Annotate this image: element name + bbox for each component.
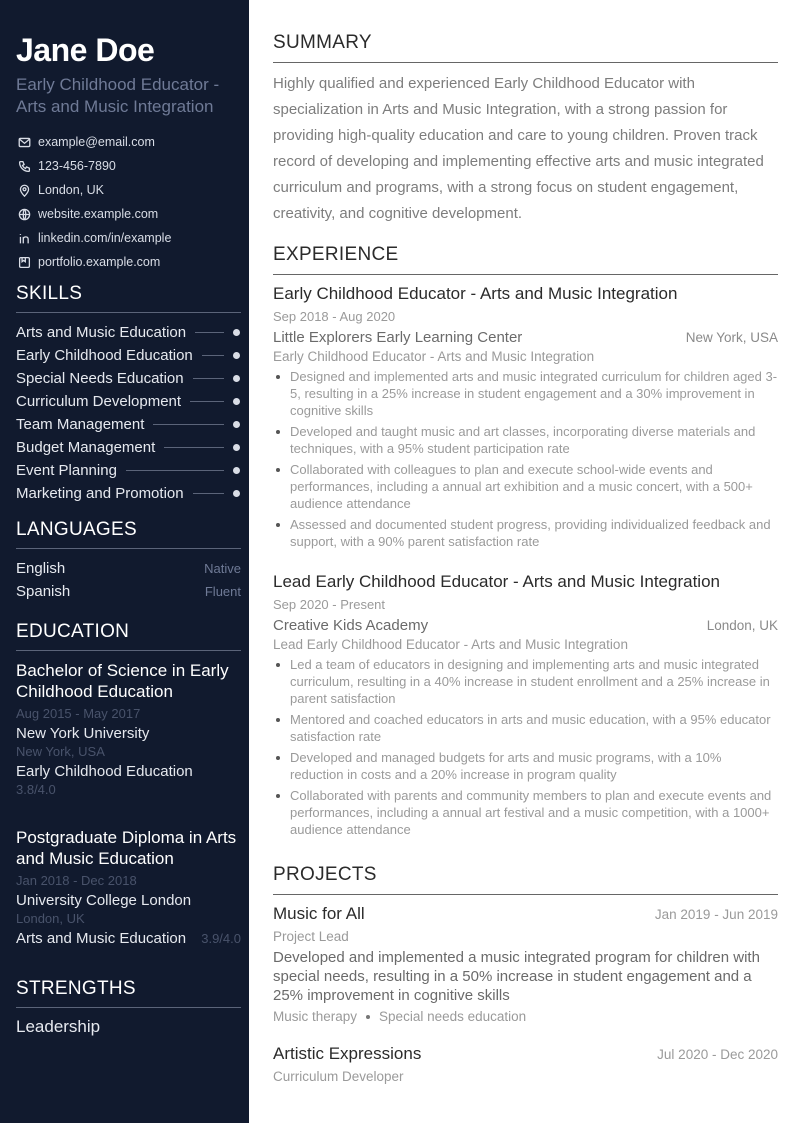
project-role: Project Lead bbox=[273, 929, 349, 944]
skill-dot bbox=[233, 444, 240, 451]
phone-icon bbox=[16, 158, 32, 174]
strengths-heading: STRENGTHS bbox=[16, 978, 241, 1008]
education-heading: EDUCATION bbox=[16, 621, 241, 651]
skill-item bbox=[16, 436, 241, 459]
mail-icon bbox=[16, 134, 32, 150]
contact-portfolio[interactable] bbox=[16, 250, 241, 274]
skill-dot bbox=[233, 352, 240, 359]
contact-location bbox=[16, 178, 241, 202]
languages-list bbox=[16, 557, 241, 603]
contact-phone-text: 123-456-7890 bbox=[38, 159, 116, 173]
skill-dot bbox=[233, 329, 240, 336]
education-gpa: 3.9/4.0 bbox=[201, 931, 241, 946]
contact-website-text: website.example.com bbox=[38, 207, 159, 221]
project-dates: Jul 2020 - Dec 2020 bbox=[657, 1047, 778, 1062]
education-area: Arts and Music Education bbox=[16, 930, 187, 947]
skill-item bbox=[16, 321, 241, 344]
contact-email[interactable] bbox=[16, 130, 241, 154]
skill-label: Early Childhood Education bbox=[16, 347, 193, 364]
project-role: Curriculum Developer bbox=[273, 1069, 404, 1084]
contact-phone[interactable] bbox=[16, 154, 241, 178]
job-bullet: Developed and taught music and art classes, incorporating diverse materials and techniques, with a 95% student participation rate bbox=[273, 423, 778, 457]
skill-item bbox=[16, 482, 241, 505]
job-bullet: Mentored and coached educators in arts and music education, with a 95% educator satisfaction rate bbox=[273, 711, 778, 745]
education-item bbox=[16, 827, 241, 947]
linkedin-icon bbox=[16, 230, 32, 246]
contact-list bbox=[16, 130, 241, 274]
job-dates: Sep 2018 - Aug 2020 bbox=[273, 309, 396, 324]
language-name: Spanish bbox=[16, 583, 71, 600]
job-location: New York, USA bbox=[685, 330, 778, 345]
skill-label: Marketing and Promotion bbox=[16, 485, 184, 502]
language-item bbox=[16, 580, 241, 603]
project-dates: Jan 2019 - Jun 2019 bbox=[654, 907, 778, 922]
contact-portfolio-text: portfolio.example.com bbox=[38, 255, 161, 269]
language-level: Fluent bbox=[204, 584, 241, 599]
job-title: Early Childhood Educator - Arts and Music Integration bbox=[273, 284, 678, 303]
skill-item bbox=[16, 413, 241, 436]
education-location: London, UK bbox=[16, 911, 85, 926]
contact-location-text: London, UK bbox=[38, 183, 105, 197]
skill-item bbox=[16, 344, 241, 367]
education-area: Early Childhood Education bbox=[16, 763, 193, 780]
skill-label: Team Management bbox=[16, 416, 145, 433]
project-keyword: Music therapy bbox=[273, 1009, 358, 1024]
job-company: Creative Kids Academy bbox=[273, 617, 429, 634]
skills-heading: SKILLS bbox=[16, 283, 241, 313]
education-degree: Postgraduate Diploma in Arts and Music Education bbox=[16, 828, 237, 868]
job-subtitle: Early Childhood Educator - Arts and Music Integration bbox=[273, 349, 595, 364]
language-name: English bbox=[16, 560, 66, 577]
summary-text: Highly qualified and experienced Early Childhood Educator with specialization in Arts and Music Integration, with a strong passion for providing high-quality education and care to young children. Proven track record of developing and implementing effective arts and music integrated curriculum and programs, with a strong focus on student engagement, creativity, and cognitive development. bbox=[273, 75, 764, 222]
skill-label: Arts and Music Education bbox=[16, 324, 187, 341]
project-item bbox=[273, 904, 778, 1024]
contact-linkedin[interactable] bbox=[16, 226, 241, 250]
project-name: Music for All bbox=[273, 904, 365, 923]
job-bullets bbox=[273, 368, 778, 550]
job-bullet: Designed and implemented arts and music integrated curriculum for children aged 3-5, resulting in a 25% increase in student engagement and a 30% improvement in cognitive skills bbox=[273, 368, 778, 419]
education-school: New York University bbox=[16, 725, 150, 742]
job-bullets bbox=[273, 656, 778, 838]
experience-heading: EXPERIENCE bbox=[273, 244, 778, 275]
job-title: Lead Early Childhood Educator - Arts and Music Integration bbox=[273, 572, 720, 591]
skill-label: Budget Management bbox=[16, 439, 156, 456]
education-school: University College London bbox=[16, 892, 192, 909]
skill-dot bbox=[233, 490, 240, 497]
language-item bbox=[16, 557, 241, 580]
job-bullet: Collaborated with parents and community members to plan and execute events and performances, including a annual art festival and a music competition, with a 1000+ audience attendance bbox=[273, 787, 778, 838]
languages-heading: LANGUAGES bbox=[16, 519, 241, 549]
skill-dot bbox=[233, 375, 240, 382]
job-location: London, UK bbox=[706, 618, 778, 633]
education-dates: Aug 2015 - May 2017 bbox=[16, 706, 141, 721]
project-keyword: Special needs education bbox=[379, 1009, 527, 1024]
job-bullet: Assessed and documented student progress, providing individualized feedback and support, with a 90% parent satisfaction rate bbox=[273, 516, 778, 550]
summary-heading: SUMMARY bbox=[273, 32, 778, 63]
job-bullet: Developed and managed budgets for arts and music programs, with a 10% reduction in costs and a 20% increase in program quality bbox=[273, 749, 778, 783]
experience-item bbox=[273, 284, 778, 554]
job-company: Little Explorers Early Learning Center bbox=[273, 329, 523, 346]
skill-label: Event Planning bbox=[16, 462, 117, 479]
sidebar bbox=[0, 0, 249, 1123]
projects-heading: PROJECTS bbox=[273, 864, 778, 895]
strength-item: Leadership bbox=[16, 1017, 101, 1036]
education-degree: Bachelor of Science in Early Childhood Education bbox=[16, 661, 229, 701]
job-bullet: Collaborated with colleagues to plan and execute school-wide events and performances, including a annual art exhibition and a music concert, with a 500+ audience attendance bbox=[273, 461, 778, 512]
skills-list bbox=[16, 321, 241, 505]
project-keywords bbox=[273, 1009, 778, 1024]
language-level: Native bbox=[204, 561, 241, 576]
candidate-name: Jane Doe bbox=[16, 32, 155, 68]
skill-item bbox=[16, 459, 241, 482]
job-subtitle: Lead Early Childhood Educator - Arts and Music Integration bbox=[273, 637, 628, 652]
skill-item bbox=[16, 390, 241, 413]
education-dates: Jan 2018 - Dec 2018 bbox=[16, 873, 137, 888]
contact-linkedin-text: linkedin.com/in/example bbox=[38, 231, 172, 245]
job-dates: Sep 2020 - Present bbox=[273, 597, 386, 612]
contact-email-text: example@email.com bbox=[38, 135, 155, 149]
job-bullet: Led a team of educators in designing and implementing arts and music integrated curriculum, resulting in a 40% increase in student enrollment and a 25% increase in parent satisfaction bbox=[273, 656, 778, 707]
project-description: Developed and implemented a music integrated program for children with special needs, resulting in a 50% increase in student engagement and a 25% improvement in cognitive skills bbox=[273, 949, 760, 1004]
skill-dot bbox=[233, 398, 240, 405]
portfolio-icon bbox=[16, 254, 32, 270]
location-icon bbox=[16, 182, 32, 198]
project-item bbox=[273, 1044, 778, 1084]
skill-label: Special Needs Education bbox=[16, 370, 184, 387]
education-gpa: 3.8/4.0 bbox=[16, 782, 56, 797]
globe-icon bbox=[16, 206, 32, 222]
education-item bbox=[16, 660, 241, 797]
skill-dot bbox=[233, 467, 240, 474]
contact-website[interactable] bbox=[16, 202, 241, 226]
education-location: New York, USA bbox=[16, 744, 105, 759]
skill-label: Curriculum Development bbox=[16, 393, 182, 410]
project-name: Artistic Expressions bbox=[273, 1044, 422, 1063]
skill-dot bbox=[233, 421, 240, 428]
experience-item bbox=[273, 572, 778, 842]
skill-item bbox=[16, 367, 241, 390]
candidate-title: Early Childhood Educator - Arts and Music Integration bbox=[16, 75, 220, 116]
